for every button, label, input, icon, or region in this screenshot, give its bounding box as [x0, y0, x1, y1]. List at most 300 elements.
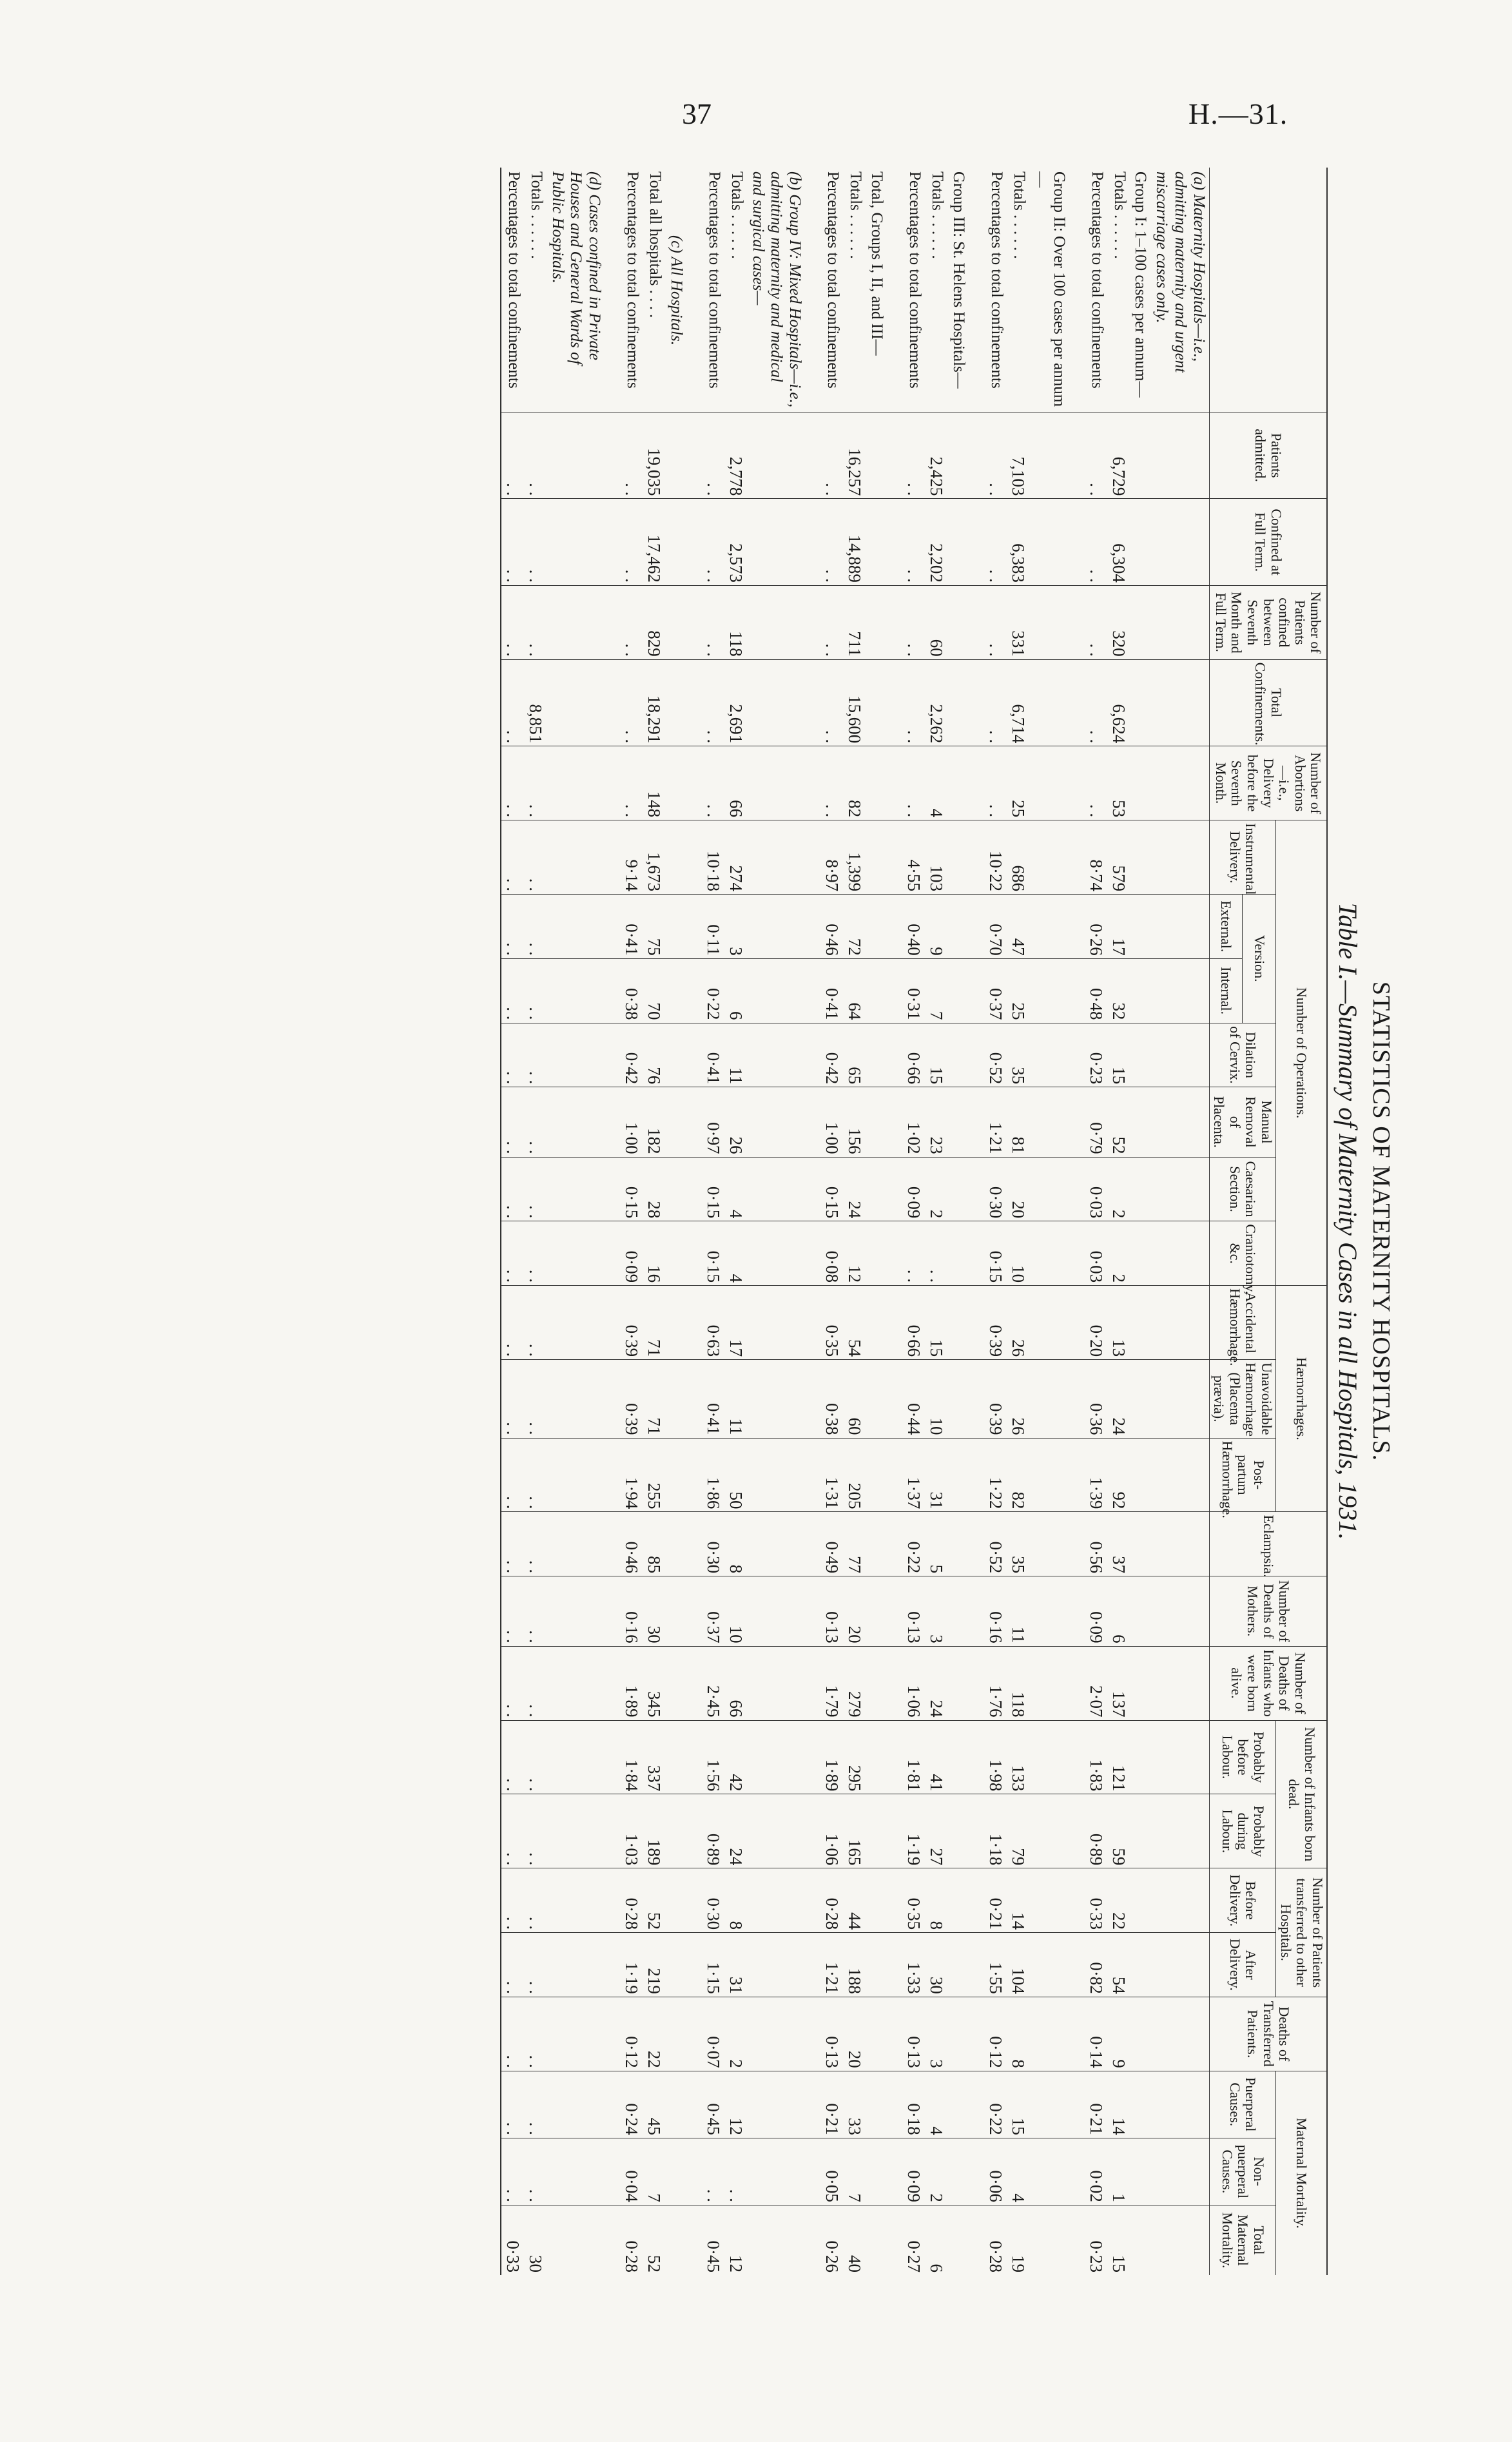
spacer-cell [686, 2138, 702, 2205]
table-cell: 1·98 [984, 1720, 1007, 1794]
table-cell [866, 1720, 887, 1794]
table-row [1085, 168, 1107, 2275]
table-cell: . . [501, 1286, 524, 1360]
table-cell: 0·23 [1085, 2205, 1107, 2275]
table-cell [1029, 1868, 1069, 1933]
table-cell: 15 [1107, 2205, 1130, 2275]
table-cell [1130, 746, 1151, 820]
table-cell [1150, 2071, 1209, 2138]
table-cell: . . [925, 1221, 947, 1286]
table-cell: . . [702, 499, 724, 585]
table-cell: 0·36 [1085, 1360, 1107, 1438]
table-cell: 0·33 [1085, 1868, 1107, 1933]
table-cell: 2,691 [724, 659, 747, 746]
table-cell [947, 1023, 969, 1087]
table-cell [1130, 1720, 1151, 1794]
spacer-cell [605, 895, 620, 959]
table-cell [747, 1221, 805, 1286]
table-cell: 22 [643, 1997, 665, 2071]
table-cell [1130, 499, 1151, 585]
table-cell: 4·55 [902, 820, 925, 895]
table-cell [1150, 499, 1209, 585]
spacer-cell [805, 820, 820, 895]
table-cell: . . [702, 746, 724, 820]
table-cell: 156 [843, 1087, 866, 1157]
table-cell: . . [984, 585, 1007, 659]
table-cell: 53 [1107, 746, 1130, 820]
table-cell: . . [524, 1997, 547, 2071]
table-cell [547, 2138, 605, 2205]
spacer-cell [605, 585, 620, 659]
header-dilation: Dilation of Cervix. [1209, 1023, 1276, 1087]
table-cell: 2 [925, 2138, 947, 2205]
table-cell [747, 1157, 805, 1221]
table-cell: 40 [843, 2205, 866, 2275]
header-external: External. [1209, 895, 1243, 959]
table-cell: 0·23 [1085, 1023, 1107, 1087]
table-cell [747, 2205, 805, 2275]
spacer-cell [887, 1868, 902, 1933]
table-cell: 15 [1007, 2071, 1029, 2138]
table-cell: . . [620, 499, 643, 585]
table-cell: 0·21 [1085, 2071, 1107, 2138]
table-cell [747, 1512, 805, 1576]
table-cell: 0·35 [902, 1868, 925, 1933]
table-cell: 12 [724, 2205, 747, 2275]
table-cell: . . [984, 499, 1007, 585]
table-cell [1150, 1438, 1209, 1512]
table-cell: 0·39 [620, 1360, 643, 1438]
table-cell [1150, 2138, 1209, 2205]
table-cell: 0·22 [984, 2071, 1007, 2138]
table-cell: 0·09 [1085, 1576, 1107, 1646]
spacer-cell [805, 412, 820, 498]
table-cell [1029, 958, 1069, 1023]
spacer-cell [1069, 1794, 1085, 1868]
table-cell: . . [524, 895, 547, 959]
table-cell [547, 1646, 605, 1720]
table-cell: . . [501, 1868, 524, 1933]
spacer-cell [686, 1576, 702, 1646]
header-during-labour: Probably during Labour. [1209, 1794, 1276, 1868]
table-cell: 25 [1007, 958, 1029, 1023]
table-cell: . . [524, 2138, 547, 2205]
spacer-cell [805, 2071, 820, 2138]
table-cell [665, 895, 686, 959]
spacer-cell [805, 1087, 820, 1157]
table-cell [947, 1646, 969, 1720]
table-cell: . . [984, 412, 1007, 498]
table-cell: 0·12 [984, 1997, 1007, 2071]
table-cell: 10·18 [702, 820, 724, 895]
table-cell [1150, 1286, 1209, 1360]
table-cell [1130, 412, 1151, 498]
table-cell: . . [524, 958, 547, 1023]
table-cell: 1·31 [820, 1438, 843, 1512]
table-cell: 1·39 [1085, 1438, 1107, 1512]
table-cell: 0·30 [702, 1512, 724, 1576]
table-cell [1150, 412, 1209, 498]
spacer-cell [887, 1157, 902, 1221]
table-cell: 1·03 [620, 1794, 643, 1868]
row-description: Totals . . . . . . [1110, 171, 1129, 259]
table-cell: 1·86 [702, 1438, 724, 1512]
table-cell: 686 [1007, 820, 1029, 895]
table-cell [665, 1438, 686, 1512]
table-cell: 0·38 [620, 958, 643, 1023]
table-cell: 92 [1107, 1438, 1130, 1512]
row-description: Total, Groups I, II, and III— [868, 171, 886, 356]
spacer-cell [1069, 2071, 1085, 2138]
table-cell [747, 1576, 805, 1646]
row-description: Totals . . . . . . [929, 171, 947, 259]
table-cell: . . [501, 1933, 524, 1997]
spacer-cell [887, 2205, 902, 2275]
spacer-cell [887, 585, 902, 659]
table-cell [747, 1794, 805, 1868]
table-row [643, 168, 665, 2275]
table-cell [747, 1997, 805, 2071]
table-cell: 0·89 [1085, 1794, 1107, 1868]
header-total-confinements: Total Confinements. [1209, 659, 1327, 746]
table-cell: 1·15 [702, 1933, 724, 1997]
table-cell: 0·56 [1085, 1512, 1107, 1576]
table-cell [1130, 1438, 1151, 1512]
table-cell: 0·52 [984, 1512, 1007, 1576]
table-cell: . . [501, 499, 524, 585]
spacer-cell [805, 1794, 820, 1868]
table-cell: . . [820, 585, 843, 659]
table-cell: 320 [1107, 585, 1130, 659]
table-cell: 25 [1007, 746, 1029, 820]
spacer-cell [686, 412, 702, 498]
table-cell [665, 499, 686, 585]
spacer-cell [686, 168, 702, 412]
table-cell [665, 1997, 686, 2071]
spacer-cell [1069, 1997, 1085, 2071]
table-cell: 0·02 [1085, 2138, 1107, 2205]
table-cell: 0·41 [820, 958, 843, 1023]
table-cell [665, 659, 686, 746]
table-cell: 50 [724, 1438, 747, 1512]
table-cell [947, 1286, 969, 1360]
rotated-table-page [503, 168, 1512, 2275]
table-cell [1150, 746, 1209, 820]
table-cell: . . [620, 659, 643, 746]
table-cell: 0·28 [620, 1868, 643, 1933]
table-cell: 1·00 [620, 1087, 643, 1157]
table-cell [866, 1794, 887, 1868]
table-cell: 0·49 [820, 1512, 843, 1576]
table-cell: 0·37 [984, 958, 1007, 1023]
table-cell [1029, 895, 1069, 959]
table-cell [665, 585, 686, 659]
table-cell: 0·07 [702, 1997, 724, 2071]
table-cell: 19 [1007, 2205, 1029, 2275]
table-cell: . . [902, 585, 925, 659]
table-cell: 1·89 [820, 1720, 843, 1794]
spacer-cell [887, 1438, 902, 1512]
table-row [843, 168, 866, 2275]
table-cell [947, 1720, 969, 1794]
table-cell: 1·19 [902, 1794, 925, 1868]
spacer-cell [686, 1360, 702, 1438]
table-cell [547, 1933, 605, 1997]
table-cell [665, 412, 686, 498]
table-cell [947, 2205, 969, 2275]
spacer-cell [1069, 1360, 1085, 1438]
table-cell [1029, 820, 1069, 895]
table-cell: 15 [1107, 1023, 1130, 1087]
table-cell: . . [524, 1286, 547, 1360]
table-cell [866, 1438, 887, 1512]
spacer-cell [969, 1157, 984, 1221]
header-maternal-mortality: Maternal Mortality. [1276, 2071, 1327, 2275]
table-cell: . . [501, 820, 524, 895]
spacer-cell [1069, 1512, 1085, 1576]
table-cell: 47 [1007, 895, 1029, 959]
table-cell [1150, 1720, 1209, 1794]
spacer-cell [1069, 746, 1085, 820]
table-cell [1150, 2205, 1209, 2275]
table-cell: . . [702, 659, 724, 746]
spacer-cell [969, 1720, 984, 1794]
spacer-cell [887, 1512, 902, 1576]
spacer-cell [686, 2071, 702, 2138]
spacer-cell [969, 1438, 984, 1512]
table-cell: . . [524, 1512, 547, 1576]
table-cell: 205 [843, 1438, 866, 1512]
table-cell: 182 [643, 1087, 665, 1157]
spacer-cell [887, 1576, 902, 1646]
table-cell: 65 [843, 1023, 866, 1087]
table-cell [1150, 1794, 1209, 1868]
table-cell: 15 [925, 1286, 947, 1360]
table-cell [1130, 2205, 1151, 2275]
table-cell: 4 [724, 1221, 747, 1286]
spacer-cell [1069, 958, 1085, 1023]
table-cell: 13 [1107, 1286, 1130, 1360]
spacer-row [887, 168, 902, 2275]
table-cell [747, 1720, 805, 1794]
table-cell: 0·30 [984, 1157, 1007, 1221]
table-cell [747, 1646, 805, 1720]
table-cell: 1·76 [984, 1646, 1007, 1720]
table-cell [866, 585, 887, 659]
spacer-cell [1069, 820, 1085, 895]
header-accidental: Accidental Hæmorrhage. [1209, 1286, 1276, 1360]
table-cell: 9 [925, 895, 947, 959]
table-cell [866, 820, 887, 895]
table-cell [947, 1794, 969, 1868]
spacer-cell [686, 820, 702, 895]
table-cell [1029, 746, 1069, 820]
table-cell [866, 499, 887, 585]
table-cell [665, 1646, 686, 1720]
table-cell: 1·21 [984, 1087, 1007, 1157]
table-cell: 7 [843, 2138, 866, 2205]
table-cell [1150, 1933, 1209, 1997]
table-cell: 9·14 [620, 820, 643, 895]
table-cell: 0·46 [620, 1512, 643, 1576]
spacer-cell [805, 168, 820, 412]
table-cell [747, 1023, 805, 1087]
table-cell [1130, 1576, 1151, 1646]
spacer-cell [805, 1576, 820, 1646]
header-eclampsia: Eclampsia. [1209, 1512, 1327, 1576]
table-cell [1150, 895, 1209, 959]
table-cell: 32 [1107, 958, 1130, 1023]
table-cell [1029, 1933, 1069, 1997]
table-cell: 12 [843, 1221, 866, 1286]
spacer-cell [887, 412, 902, 498]
spacer-cell [805, 1868, 820, 1933]
table-cell: 66 [724, 1646, 747, 1720]
table-cell: 0·63 [702, 1286, 724, 1360]
table-cell: 54 [843, 1286, 866, 1360]
spacer-cell [969, 1868, 984, 1933]
table-cell [665, 1157, 686, 1221]
table-cell: . . [1085, 746, 1107, 820]
table-cell: 18,291 [643, 659, 665, 746]
table-cell: 20 [1007, 1157, 1029, 1221]
spacer-cell [1069, 1646, 1085, 1720]
table-cell: 14 [1007, 1868, 1029, 1933]
table-cell [547, 1087, 605, 1157]
table-cell: 1·33 [902, 1933, 925, 1997]
table-cell: . . [501, 659, 524, 746]
spacer-cell [969, 659, 984, 746]
table-cell [866, 2071, 887, 2138]
table-cell: . . [501, 1720, 524, 1794]
table-cell [547, 820, 605, 895]
table-cell: 42 [724, 1720, 747, 1794]
table-cell [947, 659, 969, 746]
table-cell: 4 [724, 1157, 747, 1221]
table-cell: 0·09 [620, 1221, 643, 1286]
table-cell [747, 1360, 805, 1438]
table-cell: 15 [925, 1023, 947, 1087]
spacer-cell [805, 1157, 820, 1221]
header-deaths-mothers: Number of Deaths of Mothers. [1209, 1576, 1327, 1646]
spacer-cell [605, 659, 620, 746]
table-cell: 4 [1007, 2138, 1029, 2205]
header-manual-removal: Manual Removal of Placenta. [1209, 1087, 1276, 1157]
table-cell: 82 [1007, 1438, 1029, 1512]
table-cell [547, 1720, 605, 1794]
table-row [866, 168, 887, 2275]
table-cell: 279 [843, 1646, 866, 1720]
table-cell [547, 958, 605, 1023]
spacer-cell [969, 2071, 984, 2138]
header-before-labour: Probably before Labour. [1209, 1720, 1276, 1794]
spacer-cell [1069, 585, 1085, 659]
spacer-cell [605, 1933, 620, 1997]
table-cell: . . [524, 2071, 547, 2138]
table-cell [547, 1997, 605, 2071]
table-cell: 6,383 [1007, 499, 1029, 585]
spacer-cell [805, 895, 820, 959]
table-cell: 1·21 [820, 1933, 843, 1997]
table-cell [947, 1087, 969, 1157]
table-cell: 0·13 [820, 1997, 843, 2071]
spacer-cell [605, 168, 620, 412]
table-cell: 7 [925, 958, 947, 1023]
spacer-row [1069, 168, 1085, 2275]
spacer-cell [805, 1720, 820, 1794]
table-cell: . . [620, 585, 643, 659]
header-deaths-infants: Number of Deaths of Infants who were born alive. [1209, 1646, 1327, 1720]
table-cell: . . [524, 1794, 547, 1868]
table-cell: . . [820, 412, 843, 498]
table-cell [1150, 1023, 1209, 1087]
table-cell [547, 412, 605, 498]
table-cell: 0·28 [820, 1868, 843, 1933]
header-caesarian: Caesarian Section. [1209, 1157, 1276, 1221]
table-row [820, 168, 843, 2275]
table-cell [547, 746, 605, 820]
table-cell: . . [501, 412, 524, 498]
spacer-cell [969, 1512, 984, 1576]
table-cell: . . [524, 820, 547, 895]
spacer-cell [805, 958, 820, 1023]
table-cell: 0·21 [984, 1868, 1007, 1933]
table-cell [1130, 1933, 1151, 1997]
spacer-cell [805, 1023, 820, 1087]
table-cell: 33 [843, 2071, 866, 2138]
table-cell: 52 [643, 1868, 665, 1933]
table-cell [547, 1868, 605, 1933]
table-cell: . . [501, 1512, 524, 1576]
table-cell: 0·35 [820, 1286, 843, 1360]
row-description: (c) All Hospitals. [667, 235, 685, 345]
header-operations: Number of Operations. [1276, 820, 1327, 1286]
table-cell: . . [902, 499, 925, 585]
table-cell [947, 1157, 969, 1221]
table-cell: 0·30 [702, 1868, 724, 1933]
spacer-cell [887, 958, 902, 1023]
spacer-cell [805, 1512, 820, 1576]
table-cell: 0·39 [984, 1286, 1007, 1360]
table-cell: 0·70 [984, 895, 1007, 959]
table-cell: 8·97 [820, 820, 843, 895]
table-cell [1150, 1157, 1209, 1221]
table-cell [1130, 1997, 1151, 2071]
spacer-cell [605, 1360, 620, 1438]
table-cell: 274 [724, 820, 747, 895]
table-cell [1130, 1360, 1151, 1438]
table-cell [1130, 1286, 1151, 1360]
spacer-cell [887, 746, 902, 820]
table-cell: 0·97 [702, 1087, 724, 1157]
table-cell: . . [501, 1087, 524, 1157]
table-cell [1150, 1997, 1209, 2071]
table-cell [665, 958, 686, 1023]
table-cell [866, 1157, 887, 1221]
table-cell: 37 [1107, 1512, 1130, 1576]
row-description: Percentages to total confinements [824, 171, 842, 389]
table-cell [1130, 2138, 1151, 2205]
table-cell [947, 958, 969, 1023]
table-cell: 30 [643, 1576, 665, 1646]
table-cell: 0·31 [902, 958, 925, 1023]
table-cell [1029, 585, 1069, 659]
table-cell: . . [702, 2138, 724, 2205]
table-cell [547, 1286, 605, 1360]
table-cell [947, 820, 969, 895]
table-cell: 133 [1007, 1720, 1029, 1794]
table-cell: 165 [843, 1794, 866, 1868]
